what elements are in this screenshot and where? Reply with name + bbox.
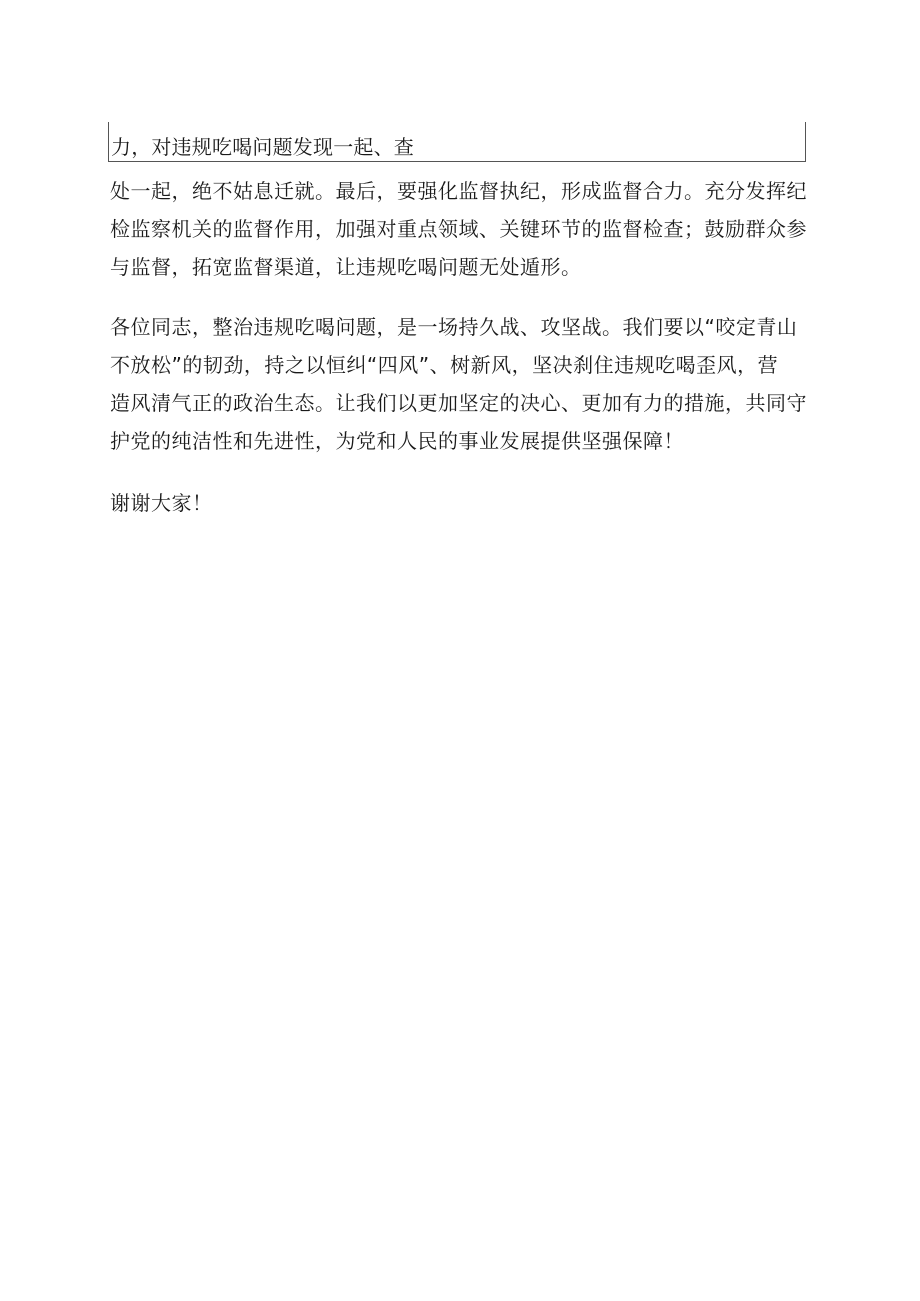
paragraph-line: 护党的纯洁性和先进性，为党和人民的事业发展提供坚强保障！ [110,429,684,453]
paragraph-line: 与监督，拓宽监督渠道，让违规吃喝问题无处遁形。 [110,255,582,279]
paragraph-1 [110,172,807,286]
paragraph-2 [110,308,807,460]
paragraph-line: 检监察机关的监督作用，加强对重点领域、关键环节的监督检查；鼓励群众参 [110,217,807,241]
paragraph-line: 处一起，绝不姑息迁就。最后，要强化监督执纪，形成监督合力。充分发挥纪 [110,179,807,203]
paragraph-line: 不放松”的韧劲，持之以恒纠“四风”、树新风，坚决刹住违规吃喝歪风，营 [110,353,779,377]
paragraph-line: 造风清气正的政治生态。让我们以更加坚定的决心、更加有力的措施，共同守 [110,391,807,415]
boxed-text-line [108,122,806,162]
boxed-line-text: 力，对违规吃喝问题发现一起、查 [111,135,414,159]
paragraph-line: 各位同志，整治违规吃喝问题，是一场持久战、攻坚战。我们要以“咬定青山 [110,315,798,339]
closing-line: 谢谢大家！ [110,491,213,515]
closing-paragraph [110,484,800,522]
